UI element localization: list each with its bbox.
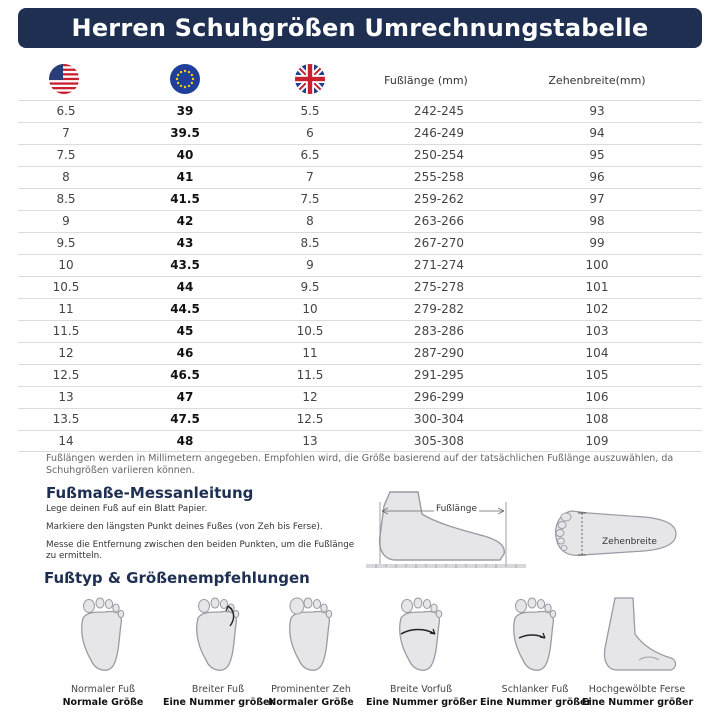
toe-width-cell: 106 [585,390,609,404]
table-row [18,188,702,210]
table-row [18,342,702,364]
table-row [18,408,702,430]
eu-size-cell: 43 [176,236,194,250]
us-size-cell: 8.5 [56,192,76,206]
uk-size-cell: 8 [306,214,314,228]
eu-size-cell: 43.5 [170,258,200,272]
toe-width-cell: 95 [589,148,605,162]
uk-size-cell: 7 [306,170,314,184]
foot-length-cell: 300-304 [413,412,465,426]
foot-length-cell: 246-249 [413,126,465,140]
foot-type-recommendation: Eine Nummer größer [163,697,275,708]
uk-size-cell: 13 [302,434,318,448]
foot-length-cell: 259-262 [413,192,465,206]
foot-length-cell: 296-299 [413,390,465,404]
size-table [18,100,702,452]
eu-size-cell: 44 [176,280,194,294]
uk-size-cell: 11 [302,346,318,360]
foot-type-name: Prominenter Zeh [271,684,351,695]
foot-type-recommendation: Eine Nummer größer [366,697,478,708]
us-size-cell: 9.5 [56,236,76,250]
toe-width-cell: 100 [585,258,609,272]
measure-title: Fußmaße-Messanleitung [46,484,254,502]
table-note: Fußlängen werden in Millimetern angegeben. Empfohlen wird, die Größe basierend auf der tatsächlichen Fußlänge auszuwählen, da Schuhgrößen variieren können. [46,453,674,476]
foot-type-card [48,594,158,716]
foot-length-cell: 263-266 [413,214,465,228]
foot-side-view-icon [366,486,526,572]
table-row [18,320,702,342]
uk-size-cell: 7.5 [300,192,320,206]
foot-length-cell: 305-308 [413,434,465,448]
us-size-cell: 12 [58,346,74,360]
normal-foot-icon [48,594,158,680]
foot-length-cell: 283-286 [413,324,465,338]
us-size-cell: 8 [62,170,70,184]
wide-forefoot-icon [366,594,476,680]
measure-step: Messe die Entfernung zwischen den beiden Punkten, um die Fußlänge zu ermitteln. [46,540,355,561]
foot-length-cell: 279-282 [413,302,465,316]
eu-size-cell: 39 [176,104,194,118]
toe-width-cell: 101 [585,280,609,294]
foot-type-card [582,594,692,716]
foot-length-cell: 275-278 [413,280,465,294]
toe-width-header: Zehenbreite(mm) [548,74,646,87]
toe-width-cell: 97 [589,192,605,206]
us-size-cell: 11 [58,302,74,316]
foot-type-card [256,594,366,716]
eu-size-cell: 41.5 [170,192,200,206]
uk-size-cell: 10 [302,302,318,316]
foot-length-cell: 291-295 [413,368,465,382]
toe-width-cell: 104 [585,346,609,360]
foot-type-name: Schlanker Fuß [501,684,569,695]
foot-type-card [480,594,590,716]
us-size-cell: 12.5 [52,368,80,382]
eu-size-cell: 48 [176,434,194,448]
us-flag-icon [49,64,79,94]
us-size-cell: 11.5 [52,324,80,338]
foot-type-recommendation: Eine Nummer größer [480,697,592,708]
toe-width-cell: 108 [585,412,609,426]
high-arch-foot-icon [582,594,692,680]
foot-length-header: Fußlänge (mm) [384,74,468,87]
eu-size-cell: 46.5 [170,368,200,382]
foot-type-name: Breiter Fuß [191,684,245,695]
table-row [18,144,702,166]
uk-size-cell: 11.5 [296,368,324,382]
table-row [18,122,702,144]
foot-types-title: Fußtyp & Größenempfehlungen [44,569,310,587]
foot-length-cell: 250-254 [413,148,465,162]
table-row [18,100,702,122]
us-size-cell: 9 [62,214,70,228]
foot-length-cell: 271-274 [413,258,465,272]
foot-type-name: Normaler Fuß [70,684,136,695]
eu-size-cell: 47 [176,390,194,404]
toe-width-cell: 96 [589,170,605,184]
eu-size-cell: 42 [176,214,194,228]
table-row [18,364,702,386]
foot-type-recommendation: Normaler Größe [268,697,354,708]
eu-size-cell: 47.5 [170,412,200,426]
measure-steps [46,504,366,569]
us-size-cell: 13 [58,390,74,404]
uk-size-cell: 12 [302,390,318,404]
table-row [18,232,702,254]
us-size-cell: 14 [58,434,74,448]
table-row [18,166,702,188]
uk-size-cell: 12.5 [296,412,324,426]
us-size-cell: 7.5 [56,148,76,162]
eu-size-cell: 39.5 [170,126,200,140]
toe-width-cell: 99 [589,236,605,250]
us-size-cell: 13.5 [52,412,80,426]
foot-type-recommendation: Eine Nummer größer [582,697,694,708]
uk-size-cell: 6.5 [300,148,320,162]
uk-size-cell: 9 [306,258,314,272]
eu-size-cell: 41 [176,170,194,184]
eu-size-cell: 40 [176,148,194,162]
us-size-cell: 6.5 [56,104,76,118]
foot-length-cell: 267-270 [413,236,465,250]
toe-width-cell: 103 [585,324,609,338]
slim-foot-icon [480,594,590,680]
eu-size-cell: 44.5 [170,302,200,316]
toe-width-label: Zehenbreite [602,537,657,547]
table-row [18,276,702,298]
us-size-cell: 10.5 [52,280,80,294]
uk-size-cell: 6 [306,126,314,140]
uk-flag-icon [295,64,325,94]
foot-type-card [366,594,476,716]
toe-width-cell: 98 [589,214,605,228]
toe-width-cell: 105 [585,368,609,382]
foot-type-name: Breite Vorfuß [389,684,453,695]
foot-length-label: Fußlänge [436,504,478,514]
uk-size-cell: 9.5 [300,280,320,294]
eu-size-cell: 46 [176,346,194,360]
us-size-cell: 10 [58,258,74,272]
toe-width-cell: 102 [585,302,609,316]
table-header [0,56,720,100]
toe-width-cell: 94 [589,126,605,140]
table-row [18,430,702,452]
page-title: Herren Schuhgrößen Umrechnungstabelle [71,14,649,42]
foot-length-cell: 287-290 [413,346,465,360]
toe-width-cell: 109 [585,434,609,448]
eu-size-cell: 45 [176,324,194,338]
table-row [18,210,702,232]
uk-size-cell: 10.5 [296,324,324,338]
toe-width-cell: 93 [589,104,605,118]
foot-length-cell: 242-245 [413,104,465,118]
foot-type-recommendation: Normale Größe [62,697,144,708]
measure-step: Markiere den längsten Punkt deines Fußes (von Zeh bis Ferse). [46,522,323,532]
measure-step: Lege deinen Fuß auf ein Blatt Papier. [46,504,208,514]
table-row [18,298,702,320]
foot-type-name: Hochgewölbte Ferse [588,684,686,695]
title-banner [18,8,702,48]
prominent-toe-foot-icon [256,594,366,680]
foot-top-view-icon [548,505,680,563]
table-row [18,386,702,408]
uk-size-cell: 5.5 [300,104,320,118]
foot-length-cell: 255-258 [413,170,465,184]
uk-size-cell: 8.5 [300,236,320,250]
table-row [18,254,702,276]
eu-flag-icon [170,64,200,94]
us-size-cell: 7 [62,126,70,140]
